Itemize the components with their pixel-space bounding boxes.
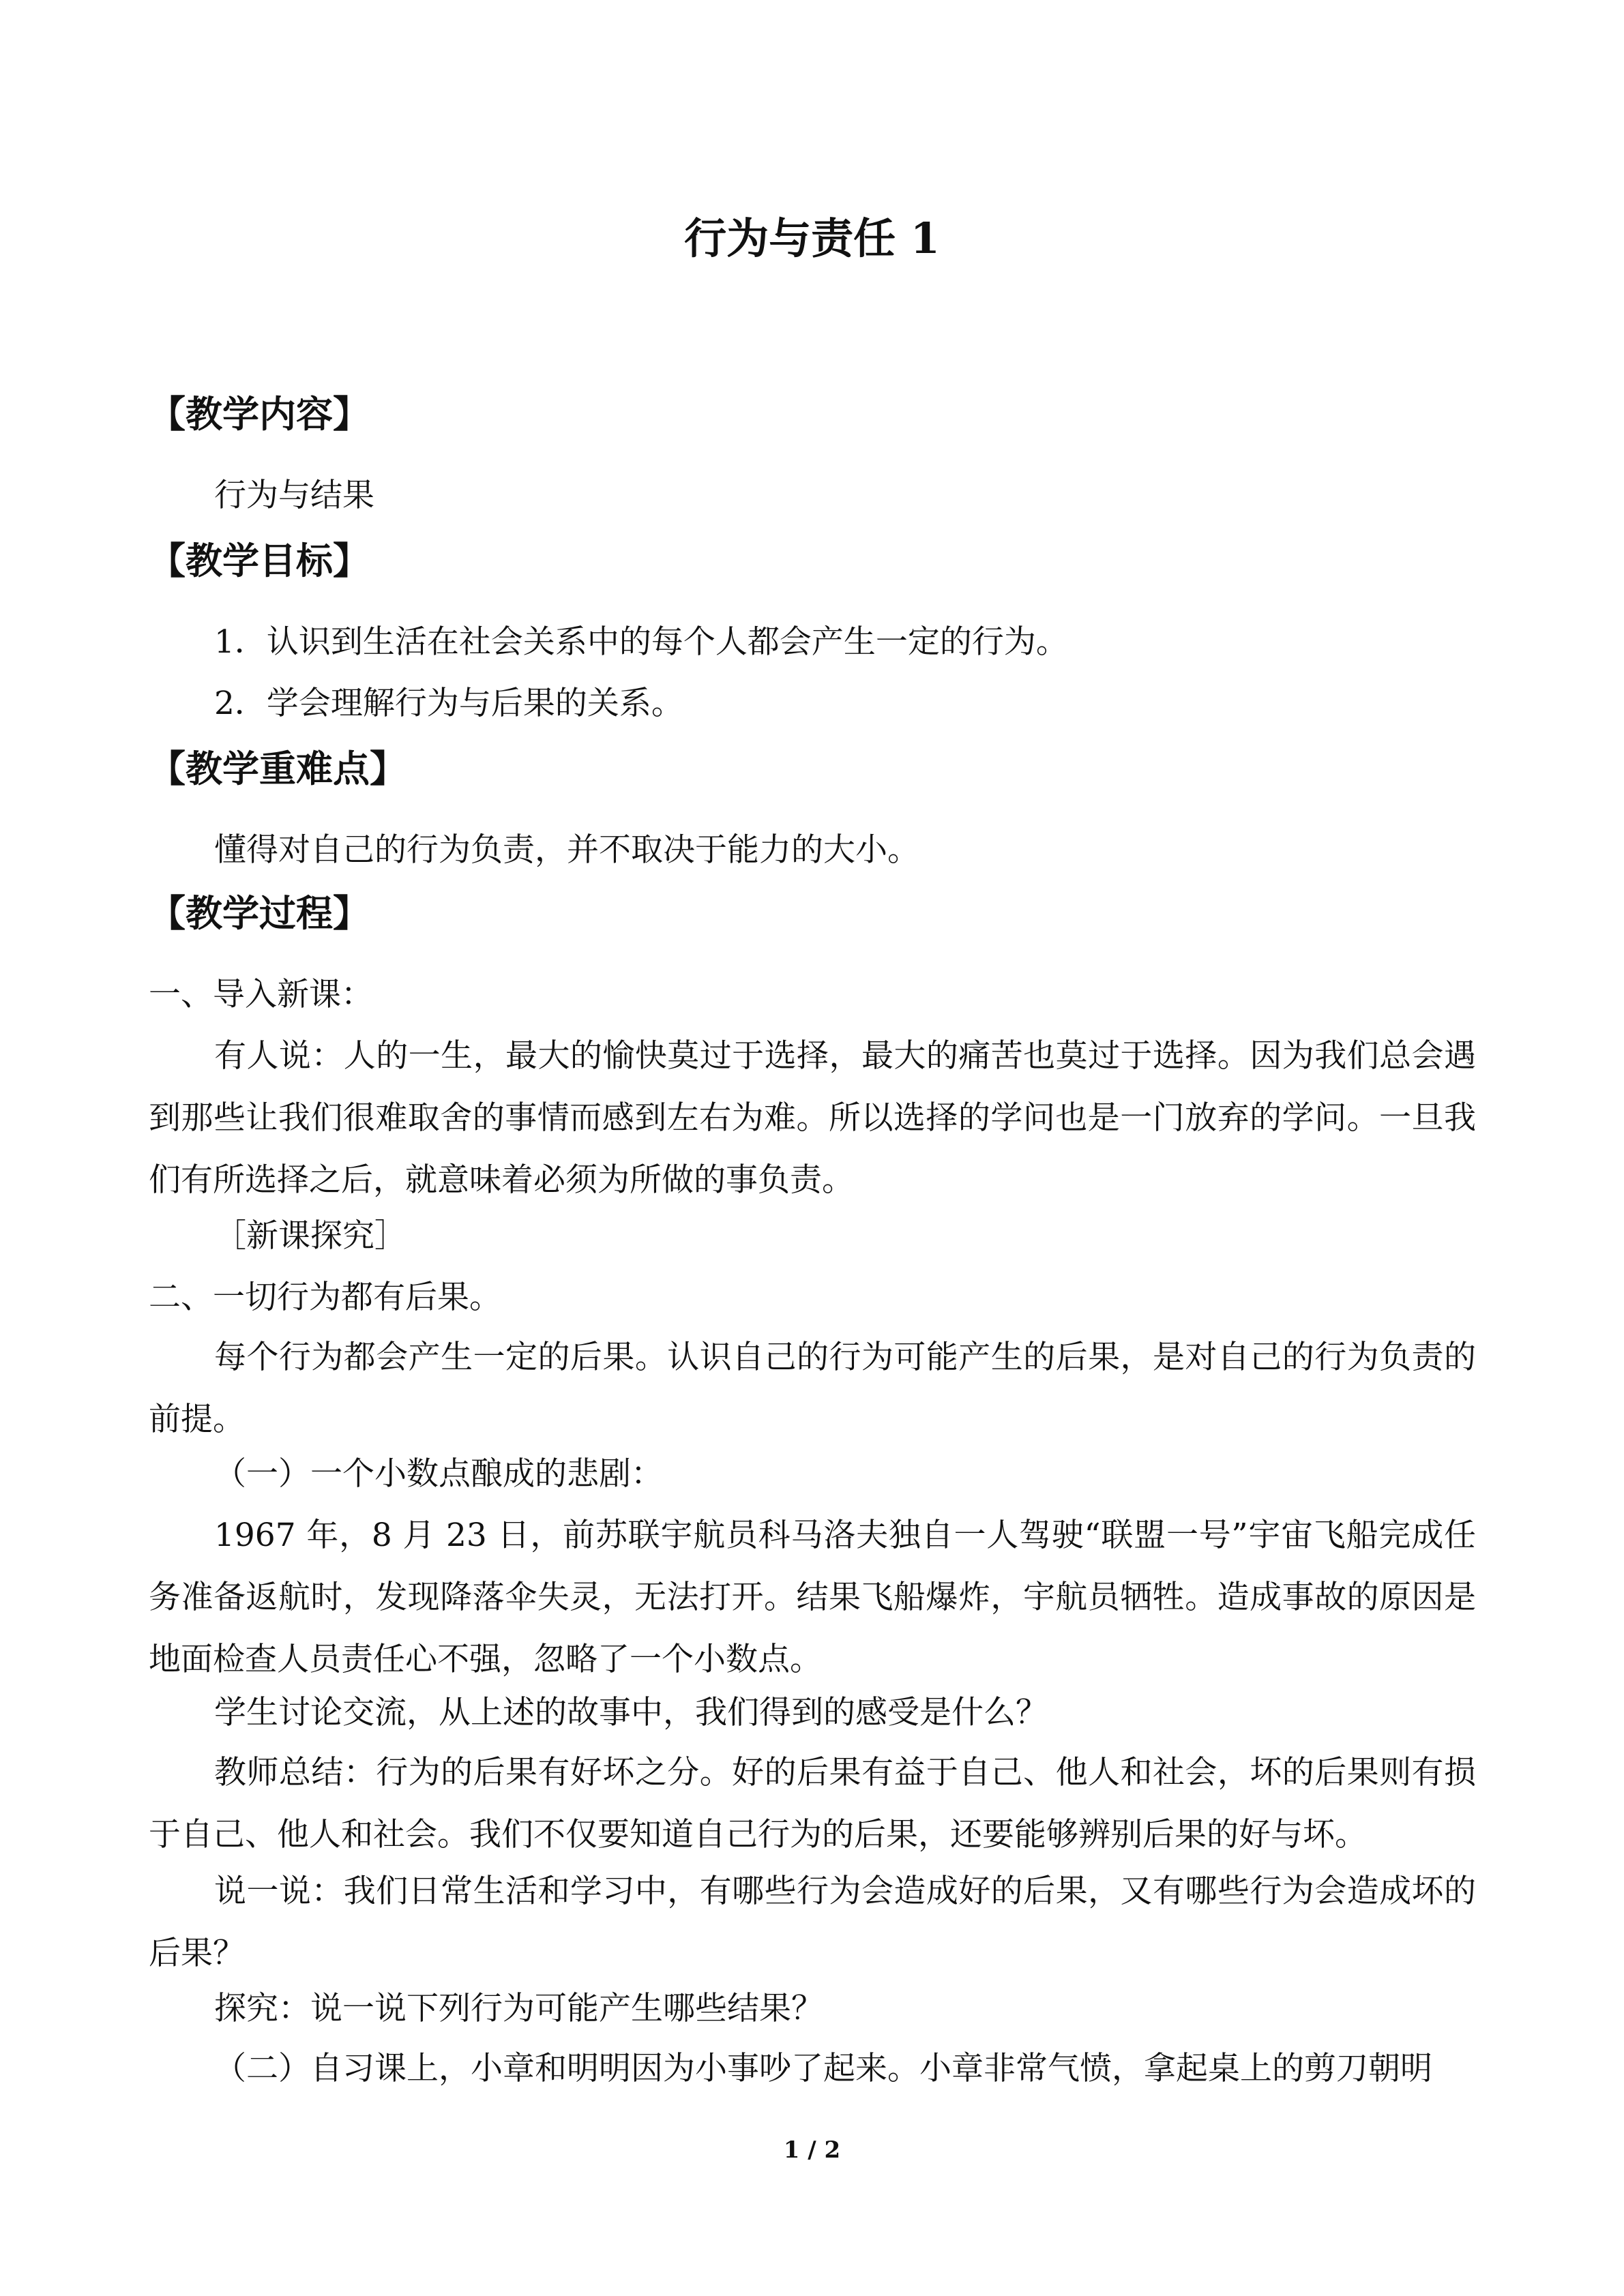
- content-text: 行为与结果: [214, 477, 374, 514]
- keypoints-text: 懂得对自己的行为负责，并不取决于能力的大小。: [214, 831, 919, 869]
- section-heading-keypoints: 【教学重难点】: [149, 747, 407, 790]
- part2-paragraph: 每个行为都会产生一定的后果。认识自己的行为可能产生的后果，是对自己的行为负责的前提。: [149, 1339, 1476, 1438]
- intro-heading: 一、导入新课：: [149, 976, 373, 1013]
- part2-heading: 二、一切行为都有后果。: [149, 1279, 501, 1316]
- intro-paragraph: 有人说：人的一生，最大的愉快莫过于选择，最大的痛苦也莫过于选择。因为我们总会遇到那些让我们很难取舍的事情而感到左右为难。所以选择的学问也是一门放弃的学问。一旦我们有所选择之后，就意味着必须为所做的事负责。: [149, 1037, 1476, 1199]
- new-lesson-label: ［新课探究］: [214, 1217, 407, 1255]
- goal-item-1: 1．认识到生活在社会关系中的每个人都会产生一定的行为。: [214, 623, 1068, 661]
- teacher-summary: 教师总结：行为的后果有好坏之分。好的后果有益于自己、他人和社会，坏的后果则有损于自己、他人和社会。我们不仅要知道自己行为的后果，还要能够辨别后果的好与坏。: [149, 1754, 1476, 1853]
- section-heading-goals: 【教学目标】: [149, 539, 370, 582]
- say-it-prompt: 说一说：我们日常生活和学习中，有哪些行为会造成好的后果，又有哪些行为会造成坏的后果？: [149, 1873, 1476, 1972]
- discussion-prompt: 学生讨论交流，从上述的故事中，我们得到的感受是什么？: [214, 1694, 1048, 1731]
- case1-heading: （一）一个小数点酿成的悲剧：: [214, 1455, 663, 1493]
- section-heading-process: 【教学过程】: [149, 891, 370, 935]
- case2-line: （二）自习课上，小章和明明因为小事吵了起来。小章非常气愤，拿起桌上的剪刀朝明: [214, 2050, 1432, 2087]
- case1-paragraph: 1967 年，8 月 23 日，前苏联宇航员科马洛夫独自一人驾驶“联盟一号”宇宙飞船完成任务准备返航时，发现降落伞失灵，无法打开。结果飞船爆炸，宇航员牺牲。造成事故的原因是地面检查人员责任心不强，忽略了一个小数点。: [149, 1517, 1476, 1678]
- document-title: 行为与责任 1: [684, 213, 940, 263]
- section-heading-content: 【教学内容】: [149, 392, 370, 436]
- page-number: 1 / 2: [783, 2136, 841, 2164]
- goal-item-2: 2．学会理解行为与后果的关系。: [214, 685, 683, 722]
- explore-prompt: 探究：说一说下列行为可能产生哪些结果？: [214, 1990, 823, 2027]
